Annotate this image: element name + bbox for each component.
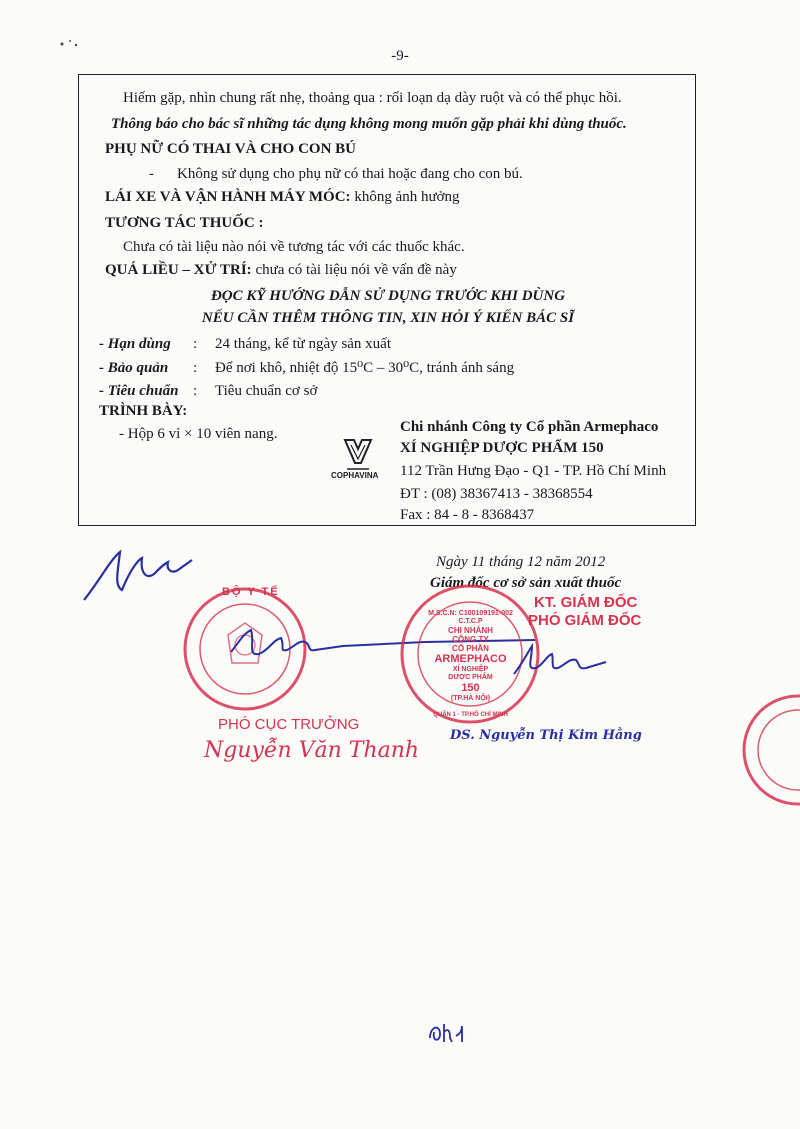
driving-text: không ảnh hưởng [350, 189, 460, 205]
ministry-deputy-role: PHÓ CỤC TRƯỞNG [218, 716, 360, 733]
company-stamp-line7: 150 [461, 682, 480, 694]
overdose-text: chưa có tài liệu nói về vấn đề này [251, 262, 457, 278]
pregnancy-heading: PHỤ NỮ CÓ THAI VÀ CHO CON BÚ [105, 141, 356, 157]
ministry-stamp-arc: BỘ Y TẾ [222, 586, 280, 598]
content-box [78, 74, 696, 526]
cophavina-logo-text: COPHAVINA [331, 471, 379, 480]
initials-mark-icon [426, 1018, 470, 1046]
kt-director: KT. GIÁM ĐỐC [534, 594, 638, 611]
overdose-line [105, 261, 457, 279]
signature-left-icon [80, 540, 230, 610]
spec-colon: : [193, 360, 198, 376]
spec-value-standard: Tiêu chuẩn cơ sở [215, 383, 318, 399]
read-instructions-warning: ĐỌC KỸ HƯỚNG DẪN SỬ DỤNG TRƯỚC KHI DÙNG [210, 288, 566, 304]
company-factory: XÍ NGHIỆP DƯỢC PHẨM 150 [400, 440, 604, 456]
company-stamp-line4: ARMEPHACO [434, 653, 507, 665]
pregnancy-dash: - [149, 166, 154, 182]
company-phone: ĐT : (08) 38367413 - 38368554 [400, 486, 593, 502]
overdose-heading: QUÁ LIỀU – XỬ TRÍ: [105, 262, 252, 278]
spec-colon: : [193, 383, 198, 399]
spec-label-expiry: - Hạn dùng [99, 336, 171, 352]
company-fax: Fax : 84 - 8 - 8368437 [400, 507, 535, 523]
director-signer-name: DS. Nguyễn Thị Kim Hằng [450, 728, 642, 743]
driving-line [105, 188, 460, 206]
notify-doctor-line: Thông báo cho bác sĩ những tác dụng không mong muốn gặp phải khi dùng thuốc. [111, 116, 627, 132]
company-stamp-line5: XÍ NGHIỆP [452, 666, 489, 673]
pregnancy-text: Không sử dụng cho phụ nữ có thai hoặc đang cho con bú. [177, 166, 523, 182]
company-branch: Chi nhánh Công ty Cổ phần Armephaco [400, 419, 659, 435]
deputy-director: PHÓ GIÁM ĐỐC [528, 612, 642, 629]
ministry-deputy-name: Nguyễn Văn Thanh [204, 738, 420, 763]
company-stamp-line1: CHI NHÁNH [448, 626, 493, 635]
signature-director-icon [510, 640, 620, 685]
scan-speck [56, 36, 86, 50]
spec-value-expiry: 24 tháng, kể từ ngày sản xuất [215, 336, 392, 352]
consult-doctor-warning: NẾU CẦN THÊM THÔNG TIN, XIN HỎI Ý KIẾN BÁC SĨ [201, 310, 575, 326]
company-stamp-line2: CÔNG TY [452, 635, 489, 644]
company-stamp-line6: DƯỢC PHẨM [448, 674, 493, 681]
driving-heading: LÁI XE VÀ VẬN HÀNH MÁY MÓC: [105, 189, 351, 205]
company-address: 112 Trần Hưng Đạo - Q1 - TP. Hồ Chí Minh [400, 463, 667, 479]
presentation-text: - Hộp 6 vỉ × 10 viên nang. [119, 426, 278, 442]
signature-date: Ngày 11 tháng 12 năm 2012 [436, 554, 606, 570]
spec-value-storage: Để nơi khô, nhiệt độ 15⁰C – 30⁰C, tránh ánh sáng [215, 360, 515, 376]
page-number: -9- [391, 48, 409, 64]
cophavina-logo-icon [341, 437, 375, 473]
company-stamp-ring: M.S.C.N: C100109191-002 C.T.C.P [428, 610, 513, 625]
company-stamp-bottom: QUẬN 1 - TP.HỒ CHÍ MINH [433, 712, 508, 718]
interaction-text: Chưa có tài liệu nào nói về tương tác với các thuốc khác. [123, 239, 465, 255]
company-stamp-line3: CỔ PHẦN [452, 644, 489, 653]
spec-label-storage: - Bảo quản [99, 360, 169, 376]
side-effect-line: Hiếm gặp, nhìn chung rất nhẹ, thoảng qua : rối loạn dạ dày ruột và có thể phục hồi. [123, 90, 622, 106]
spec-colon: : [193, 336, 198, 352]
signature-title: Giám đốc cơ sở sản xuất thuốc [430, 575, 622, 591]
partial-stamp-edge [736, 690, 800, 810]
company-stamp-line8: (TP.HÀ NỘI) [450, 695, 491, 702]
spec-label-standard: - Tiêu chuẩn [99, 383, 179, 399]
interaction-heading: TƯƠNG TÁC THUỐC : [105, 215, 264, 231]
presentation-heading: TRÌNH BÀY: [99, 403, 188, 419]
